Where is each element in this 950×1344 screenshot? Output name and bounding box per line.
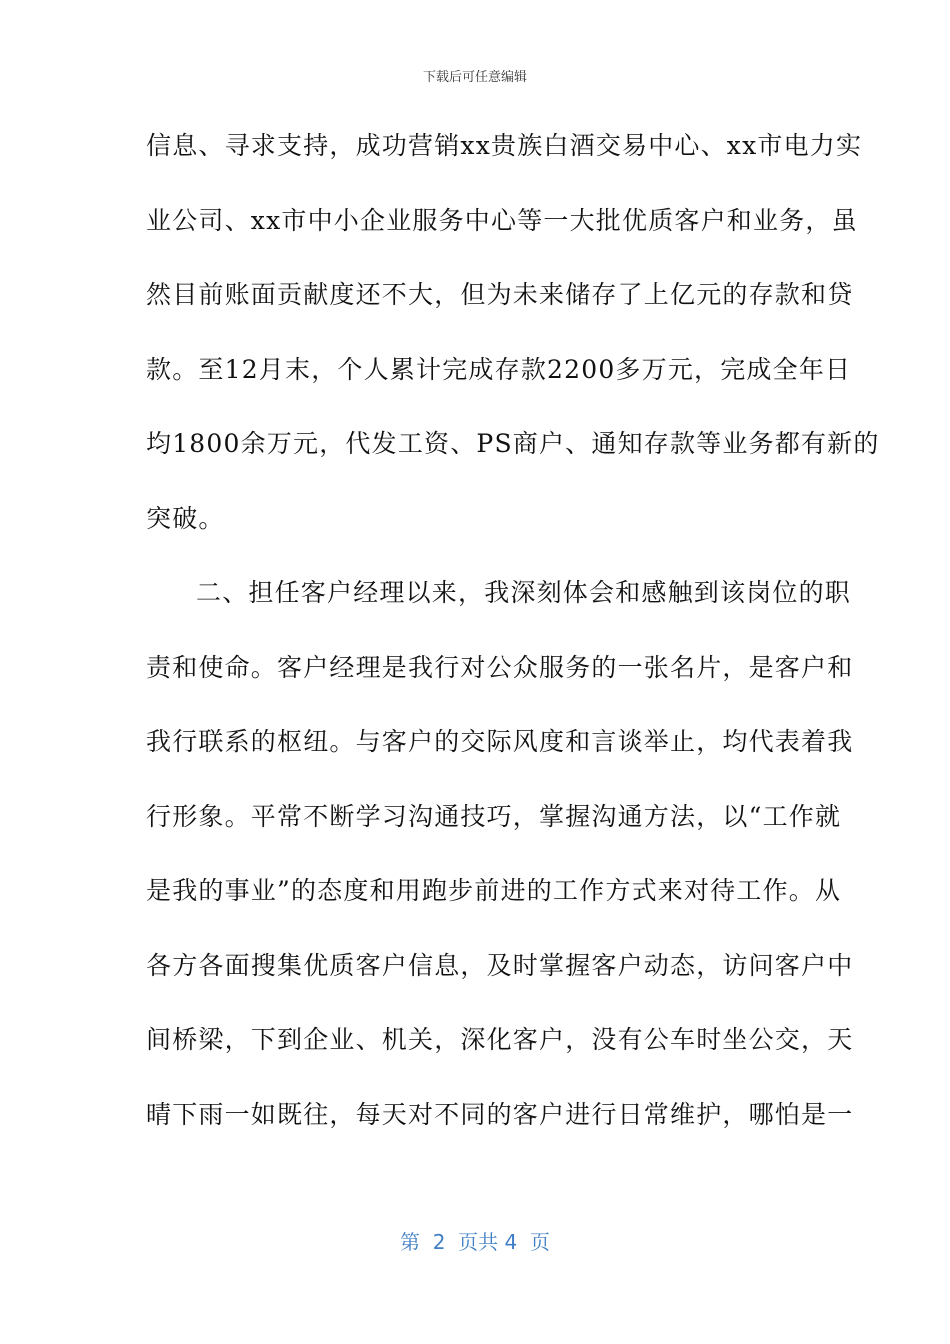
text-line: 信息、寻求支持，成功营销xx贵族白酒交易中心、xx市电力实 — [146, 131, 863, 160]
text-line: 均1800余万元，代发工资、PS商户、通知存款等业务都有新的 — [146, 429, 880, 458]
body-text — [146, 121, 880, 1164]
text-line: 各方各面搜集优质客户信息，及时掌握客户动态，访问客户中 — [146, 950, 854, 980]
text-line: 责和使命。客户经理是我行对公众服务的一张名片，是客户和 — [146, 652, 854, 682]
paragraph-start-line: 二、担任客户经理以来，我深刻体会和感触到该岗位的职 — [196, 578, 852, 607]
text-line: 突破。 — [146, 503, 225, 533]
text-line: 是我的事业”的态度和用跑步前进的工作方式来对待工作。从 — [146, 876, 842, 905]
text-line: 间桥梁，下到企业、机关，深化客户，没有公车时坐公交，天 — [146, 1025, 854, 1054]
text-line: 业公司、xx市中小企业服务中心等一大批优质客户和业务，虽 — [146, 205, 858, 235]
text-line: 款。至12月末，个人累计完成存款2200多万元，完成全年日 — [146, 354, 852, 384]
text-line: 行形象。平常不断学习沟通技巧，掌握沟通方法，以“工作就 — [146, 801, 842, 831]
text-line: 然目前账面贡献度还不大，但为未来储存了上亿元的存款和贷 — [146, 280, 854, 309]
text-line: 晴下雨一如既往，每天对不同的客户进行日常维护，哪怕是一 — [146, 1099, 854, 1129]
text-line: 我行联系的枢纽。与客户的交际风度和言谈举止，均代表着我 — [146, 727, 854, 756]
header-note: 下载后可任意编辑 — [422, 70, 527, 85]
page-number-footer: 第 2 页共 4 页 — [400, 1230, 550, 1254]
